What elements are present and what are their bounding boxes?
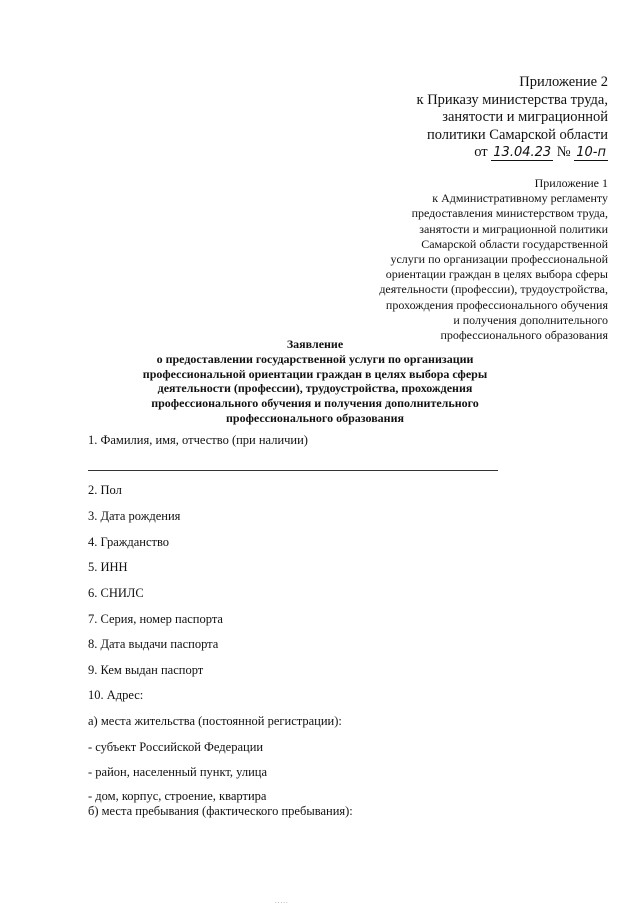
field-full-name: 1. Фамилия, имя, отчество (при наличии) (88, 433, 308, 447)
application-title (120, 337, 510, 426)
field-stay-address: б) места пребывания (фактического пребывания): (88, 804, 353, 818)
number-sign: № (556, 144, 571, 160)
field-inn: 5. ИНН (88, 560, 128, 574)
title-line: профессионального обучения и получения дополнительного (151, 396, 479, 411)
date-prefix: от (474, 144, 488, 160)
title-line: профессионального образования (225, 410, 405, 425)
field-district-locality-street: - район, населенный пункт, улица (88, 765, 268, 779)
appendix-2-line-2: занятости и миграционной (442, 109, 608, 125)
field-passport-issuer: 9. Кем выдан паспорт (88, 663, 204, 677)
field-residence-address: а) места жительства (постоянной регистрации): (88, 714, 342, 728)
title-line: деятельности (профессии), трудоустройства, прохождения (157, 381, 473, 396)
footer-mark: ..... (275, 897, 289, 905)
field-snils: 6. СНИЛС (88, 586, 144, 600)
field-federal-subject: - субъект Российской Федерации (88, 740, 264, 754)
appendix-1-line: прохождения профессионального обучения (385, 297, 608, 312)
appendix-1-line: и получения дополнительного (453, 312, 608, 327)
appendix-1-line: ориентации граждан в целях выбора сферы (385, 267, 608, 282)
field-address: 10. Адрес: (88, 688, 144, 702)
title-line: о предоставлении государственной услуги по организации (156, 351, 474, 366)
title-line: профессиональной ориентации граждан в целях выбора сферы (142, 366, 488, 381)
appendix-1-line: деятельности (профессии), трудоустройства, (379, 282, 608, 297)
appendix-1-line: к Административному регламенту (432, 191, 608, 206)
appendix-1-line: профессионального образования (440, 328, 608, 343)
field-passport-issue-date: 8. Дата выдачи паспорта (88, 637, 219, 651)
appendix-2-line-1: к Приказу министерства труда, (416, 91, 608, 108)
appendix-1-line: Самарской области государственной (421, 236, 608, 251)
field-passport-number: 7. Серия, номер паспорта (88, 612, 223, 626)
field-house-building-apartment: - дом, корпус, строение, квартира (88, 789, 267, 803)
handwritten-number: 10-п (576, 145, 606, 160)
field-birth-date: 3. Дата рождения (88, 509, 181, 523)
appendix-1-line: предоставления министерством труда, (411, 206, 608, 221)
field-sex: 2. Пол (88, 483, 122, 497)
appendix-1-line: занятости и миграционной политики (419, 221, 608, 236)
title-line: Заявление (286, 337, 344, 351)
appendix-2-line-3: политики Самарской области (426, 126, 608, 143)
field-citizenship: 4. Гражданство (88, 535, 170, 549)
appendix-2-header (308, 74, 608, 162)
appendix-1-line: услуги по организации профессиональной (390, 252, 608, 267)
order-date-line (308, 144, 608, 162)
appendix-1-line: Приложение 1 (534, 176, 608, 190)
appendix-1-header (308, 176, 608, 343)
handwritten-date: 13.04.23 (493, 145, 552, 160)
name-fill-line (88, 470, 498, 471)
appendix-2-title: Приложение 2 (519, 74, 608, 90)
